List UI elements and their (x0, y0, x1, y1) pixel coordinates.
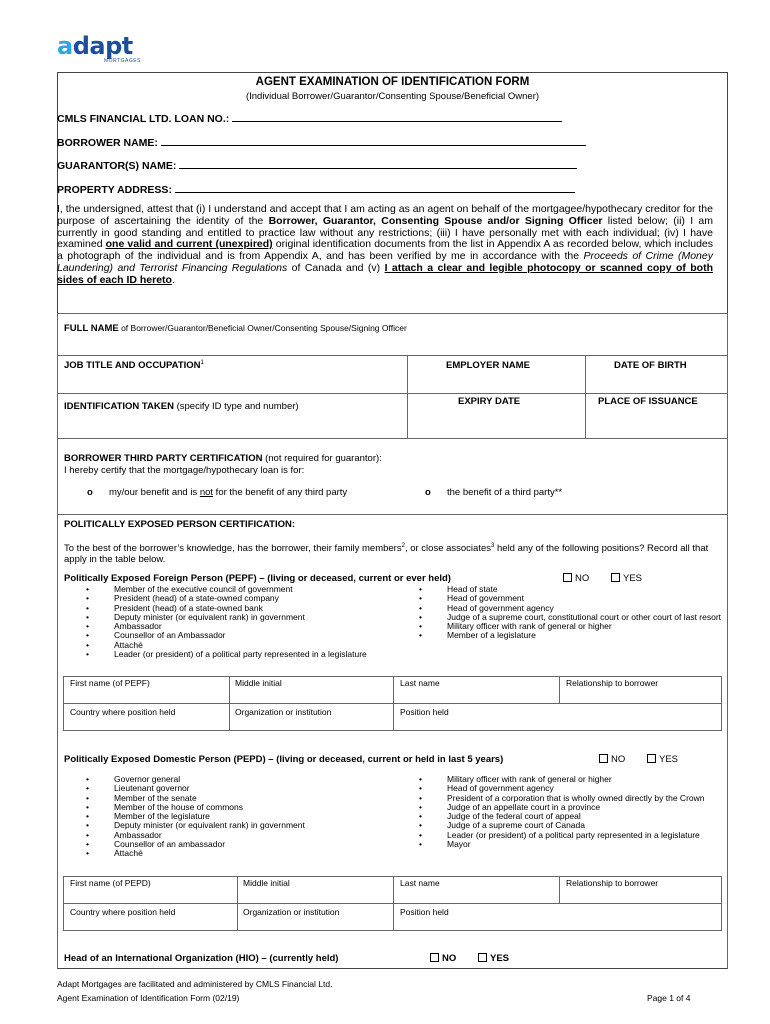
attestation-paragraph: I, the undersigned, attest that (i) I understand and accept that I am acting as an agent on behalf of the mortgagee/hypothecary creditor for the purpose of ascertaining the identity of the Borrower, Guarantor, Consenting Spouse and/or Signing Officer listed below; (ii) I am currently in good standing and entitled to practice law without any restrictions; (iii) I have personally met with each individual; (iv) I have examined one valid and current (unexpired) original identification documents from the list in Appendix A as recorded below, which includes a photograph of the individual and is from Appendix A, and has been verified by me in accordance with the Proceeds of Crime (Money Laundering) and Terrorist Financing Regulations of Canada and (v) I attach a clear and legible photocopy or scanned copy of both sides of each ID hereto. (57, 203, 714, 286)
pepf-yes-checkbox[interactable]: YES (611, 573, 642, 584)
guarantor-name-field: GUARANTOR(S) NAME: (57, 158, 577, 172)
list-item: • President (head) of a state-owned bank (86, 604, 371, 613)
pepd-left-list (86, 775, 371, 859)
list-item: • Ambassador (86, 622, 371, 631)
list-item: • Judge of a supreme court, constitutional court or other court of last resort (419, 613, 724, 622)
pepf-first-name[interactable]: First name (of PEPF) (70, 678, 150, 688)
loan-number-line[interactable] (232, 111, 562, 122)
list-item: • President of a corporation that is wholly owned directly by the Crown (419, 794, 724, 803)
form-subtitle: (Individual Borrower/Guarantor/Consenting Spouse/Beneficial Owner) (245, 91, 540, 102)
option-marker[interactable]: o (87, 487, 93, 498)
list-item: • Deputy minister (or equivalent rank) in government (86, 613, 371, 622)
list-item: • Attaché (86, 849, 371, 858)
pepf-middle-initial[interactable]: Middle initial (235, 678, 282, 688)
property-address-line[interactable] (175, 182, 575, 193)
footer-disclaimer: Adapt Mortgages are facilitated and administered by CMLS Financial Ltd. (57, 979, 333, 989)
list-item: • Head of state (419, 585, 724, 594)
company-logo: adapt MORTGAGES (57, 32, 141, 64)
list-item: • Leader (or president) of a political party represented in a legislature (419, 831, 724, 840)
list-item: • Judge of the federal court of appeal (419, 812, 724, 821)
list-item: • Judge of a supreme court of Canada (419, 821, 724, 830)
list-item: • Military officer with rank of general or higher (419, 622, 724, 631)
pepd-right-list (419, 775, 724, 849)
dob-label: DATE OF BIRTH (614, 360, 687, 371)
pep-heading: POLITICALLY EXPOSED PERSON CERTIFICATION: (64, 519, 296, 530)
list-item: • Mayor (419, 840, 724, 849)
employer-label: EMPLOYER NAME (446, 360, 530, 371)
logo-subtitle: MORTGAGES (104, 58, 141, 64)
third-party-heading: BORROWER THIRD PARTY CERTIFICATION (not required for guarantor): (64, 453, 382, 464)
guarantor-name-line[interactable] (179, 158, 577, 169)
list-item: • Leader (or president) of a political party represented in a legislature (86, 650, 371, 659)
hio-title: Head of an International Organization (HIO) – (currently held) (64, 953, 339, 964)
form-title: AGENT EXAMINATION OF IDENTIFICATION FORM (255, 76, 530, 88)
option-marker[interactable]: o (425, 487, 431, 498)
list-item: • Military officer with rank of general or higher (419, 775, 724, 784)
list-item: • Governor general (86, 775, 371, 784)
list-item: • Counsellor of an ambassador (86, 840, 371, 849)
pepd-country[interactable]: Country where position held (70, 907, 176, 917)
list-item: • Head of government (419, 594, 724, 603)
option-third-party: the benefit of a third party** (447, 487, 563, 498)
list-item: • Judge of an appellate court in a province (419, 803, 724, 812)
list-item: • Deputy minister (or equivalent rank) in government (86, 821, 371, 830)
option-own-benefit: my/our benefit and is not for the benefit of any third party (109, 487, 348, 498)
pepd-position[interactable]: Position held (400, 907, 449, 917)
list-item: • Head of government agency (419, 784, 724, 793)
list-item: • Member of a legislature (419, 631, 724, 640)
pepd-last-name[interactable]: Last name (400, 878, 440, 888)
hio-no-checkbox[interactable]: NO (430, 953, 456, 964)
list-item: • Member of the senate (86, 794, 371, 803)
pepf-last-name[interactable]: Last name (400, 678, 440, 688)
list-item: • Head of government agency (419, 604, 724, 613)
pepd-no-checkbox[interactable]: NO (599, 754, 625, 765)
pepf-right-list (419, 585, 724, 641)
list-item: • Member of the legislature (86, 812, 371, 821)
pepd-first-name[interactable]: First name (of PEPD) (70, 878, 151, 888)
pepf-left-list (86, 585, 371, 659)
list-item: • President (head) of a state-owned company (86, 594, 371, 603)
borrower-name-field: BORROWER NAME: (57, 135, 586, 149)
borrower-name-line[interactable] (161, 135, 586, 146)
page-number: Page 1 of 4 (647, 993, 691, 1003)
list-item: • Member of the executive council of government (86, 585, 371, 594)
expiry-label: EXPIRY DATE (458, 396, 521, 407)
list-item: • Lieutenant governor (86, 784, 371, 793)
list-item: • Ambassador (86, 831, 371, 840)
loan-number-field: CMLS FINANCIAL LTD. LOAN NO.: (57, 111, 562, 125)
place-label: PLACE OF ISSUANCE (598, 396, 698, 407)
list-item: • Attaché (86, 641, 371, 650)
hio-yes-checkbox[interactable]: YES (478, 953, 509, 964)
full-name-label: FULL NAME of Borrower/Guarantor/Beneficial Owner/Consenting Spouse/Signing Officer (64, 323, 407, 334)
pepf-title: Politically Exposed Foreign Person (PEPF) – (living or deceased, current or ever held) (64, 573, 451, 584)
pepf-relationship[interactable]: Relationship to borrower (566, 678, 659, 688)
pepd-middle-initial[interactable]: Middle initial (243, 878, 290, 888)
property-address-field: PROPERTY ADDRESS: (57, 182, 575, 196)
pep-intro: To the best of the borrower’s knowledge, has the borrower, their family members$^2$, or close associates$^3$ held any of the following positions? Record all that apply in the table below. (64, 543, 709, 566)
pepd-yes-checkbox[interactable]: YES (647, 754, 678, 765)
pepf-no-checkbox[interactable]: NO (563, 573, 589, 584)
list-item: • Member of the house of commons (86, 803, 371, 812)
pepf-organization[interactable]: Organization or institution (235, 707, 332, 717)
list-item: • Counsellor of an Ambassador (86, 631, 371, 640)
pepf-country[interactable]: Country where position held (70, 707, 176, 717)
job-title-label: JOB TITLE AND OCCUPATION$^1$ (64, 360, 204, 372)
pepd-organization[interactable]: Organization or institution (243, 907, 340, 917)
pepf-position[interactable]: Position held (400, 707, 449, 717)
id-taken-label: IDENTIFICATION TAKEN (specify ID type and number) (64, 401, 299, 412)
pepd-relationship[interactable]: Relationship to borrower (566, 878, 659, 888)
pepd-title: Politically Exposed Domestic Person (PEPD) – (living or deceased, current or held in last 5 years) (64, 754, 504, 765)
footer-form-id: Agent Examination of Identification Form (02/19) (57, 993, 240, 1003)
third-party-certify: I hereby certify that the mortgage/hypothecary loan is for: (64, 465, 305, 476)
